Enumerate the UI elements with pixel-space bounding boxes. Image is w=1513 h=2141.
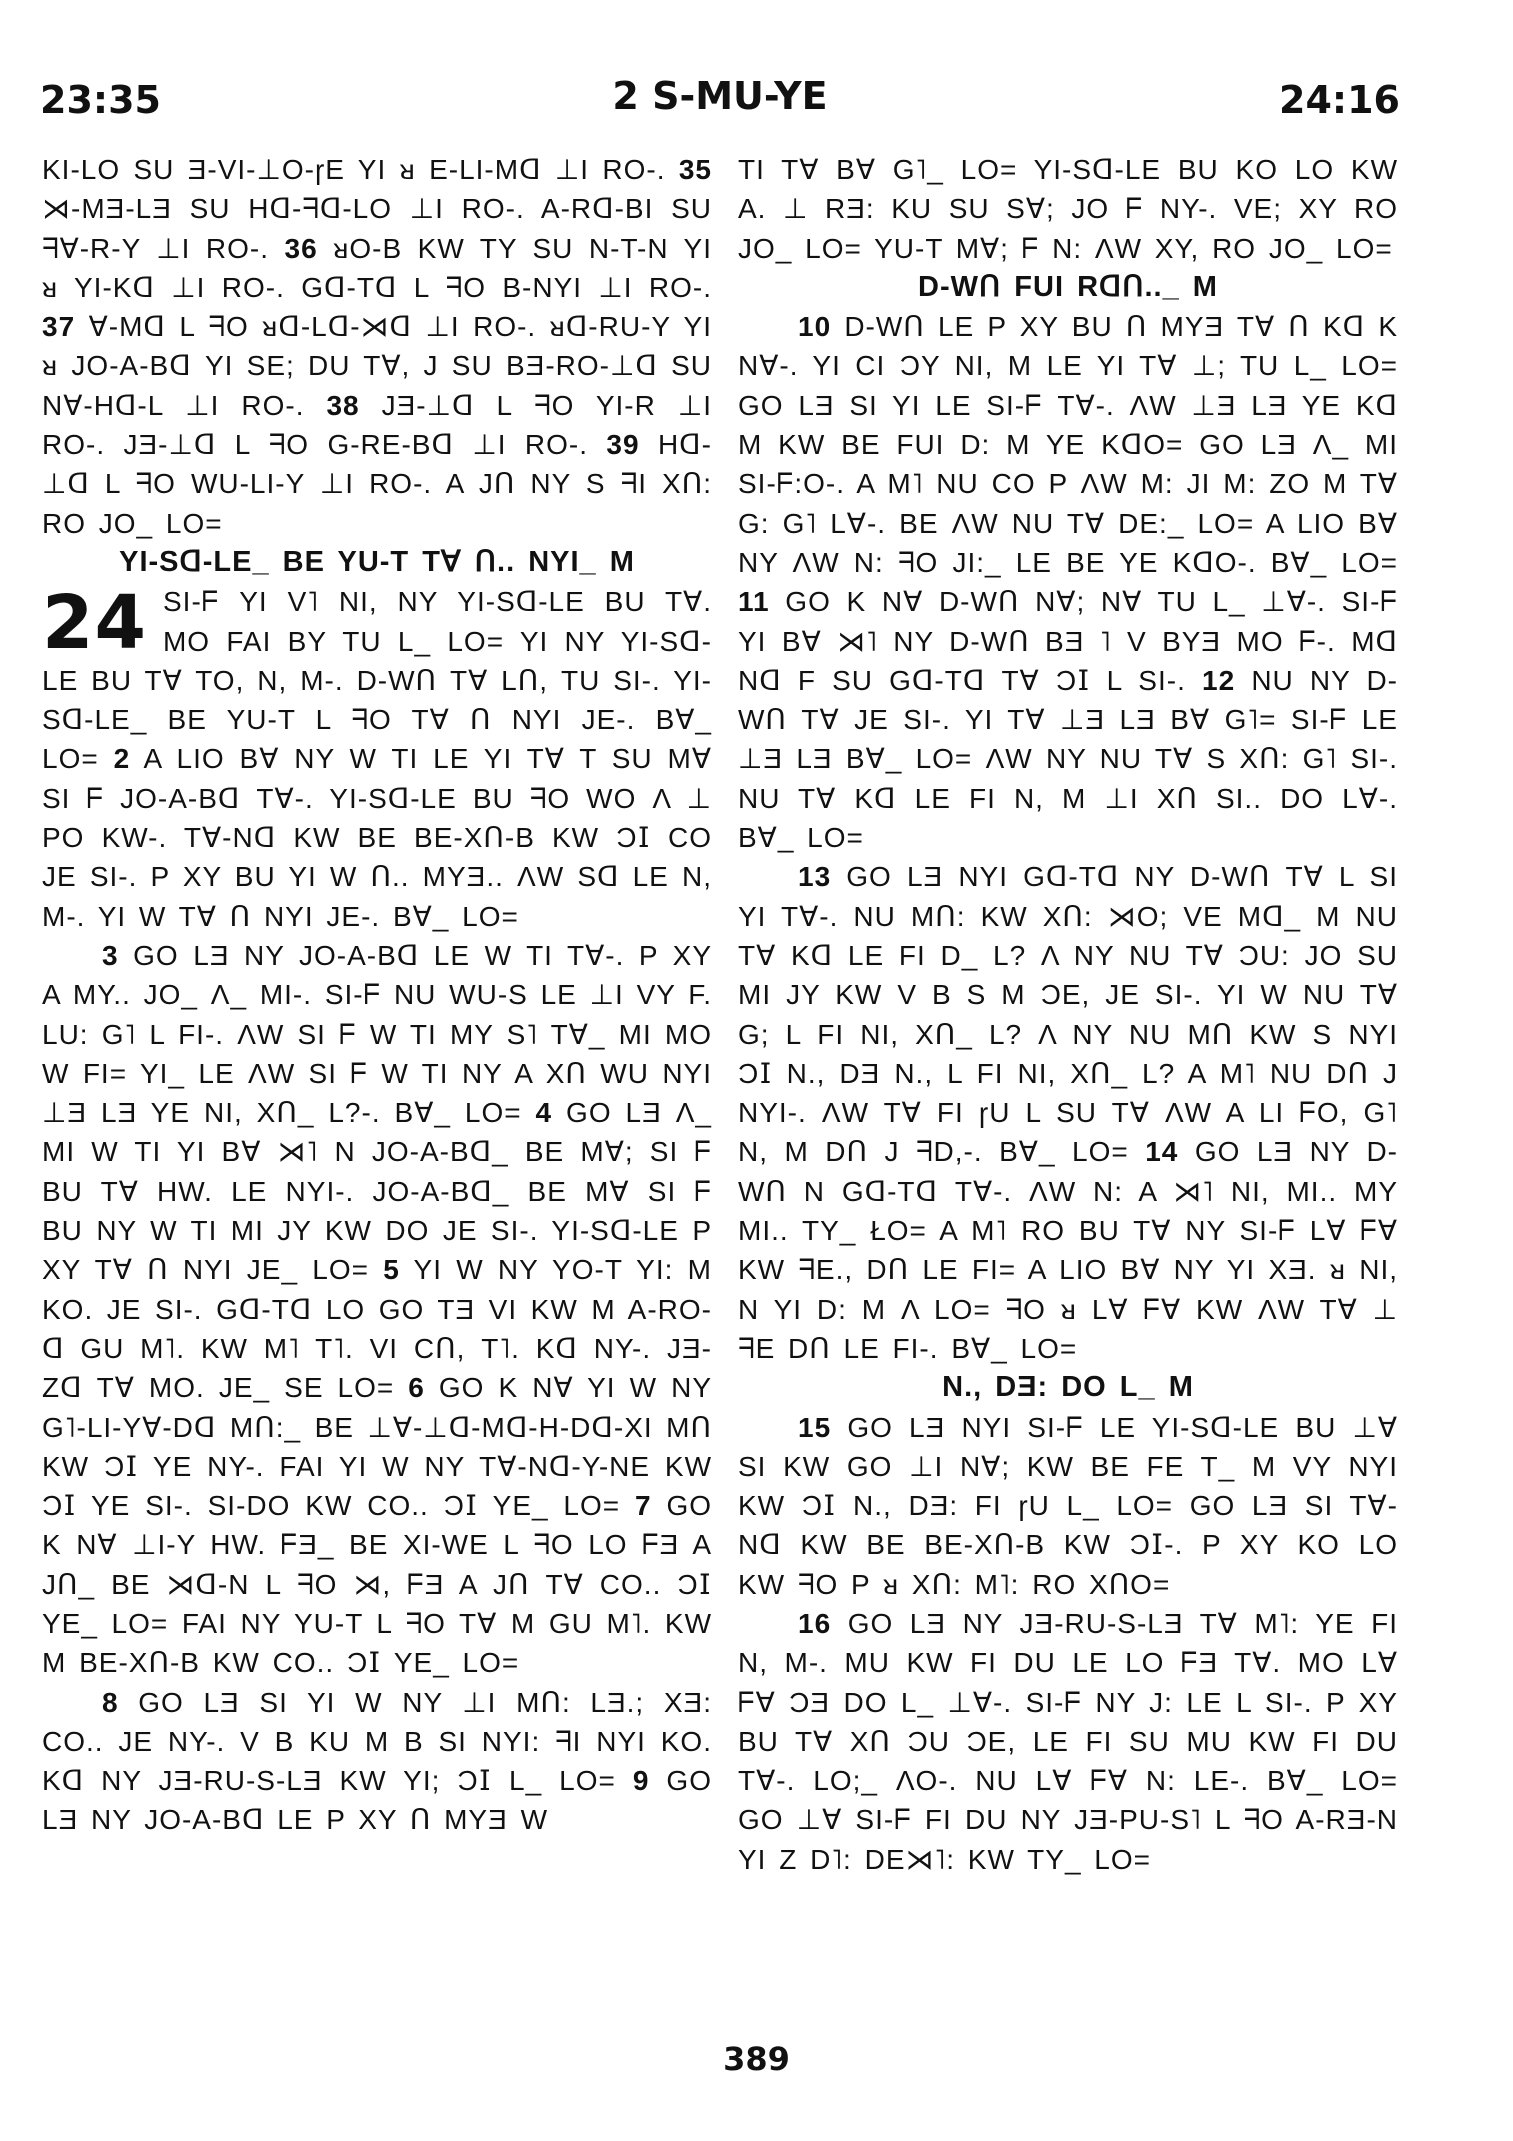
running-header <box>40 74 1400 128</box>
verse-number: 8 <box>102 1686 119 1718</box>
paragraph: TI TⱯ BⱯ G˥_ LO= YI-Sᗡ-LE BU KO LO KW A. ⊥ RƎ: KU SU SⱯ; JO ᖴ NY-. VE; XY RO JO_ LO= YU-T MⱯ; ᖴ N: ΛW XY, RO JO_ LO= <box>738 154 1398 264</box>
section-heading: D-Wᑎ FUI Rᗡᑎ.._ M <box>918 270 1218 303</box>
verse-number: 9 <box>632 1765 650 1797</box>
verse-number: 4 <box>535 1097 553 1129</box>
paragraph: 10 D-Wᑎ LE P XY BU ᑎ MYƎ TⱯ ᑎ Kᗡ K NⱯ-. YI CI ƆY NI, M LE YI TⱯ ⊥; TU L_ LO= GO LƎ SI YI LE SI-ᖴ TⱯ-. ΛW ⊥Ǝ LƎ YE Kᗡ M KW BE FUI D: M YE KᗡO= GO LƎ Λ_ MI SI-ᖴ:O-. A M˥ NU CO P ΛW M: JI M: ZO M TⱯ G: G˥ LⱯ-. BE ΛW NU TⱯ DE:_ LO= A LIO BⱯ NY ΛW N: ᖷO JI:_ LE BE YE KᗡO-. BⱯ_ LO= 11 GO K NⱯ D-Wᑎ NⱯ; NⱯ TU L_ ⊥Ɐ-. SI-ᖴ YI BⱯ ⋊˥ NY D-Wᑎ BƎ ˥ V BYƎ MO ᖴ-. Mᗡ Nᗡ F SU Gᗡ-Tᗡ TⱯ Ɔ𝖨 L SI-. 12 NU NY D-Wᑎ TⱯ JE SI-. YI TⱯ ⊥Ǝ LƎ BⱯ G˥= SI-ᖴ LE ⊥Ǝ LƎ BⱯ_ LO= ΛW NY NU TⱯ S Xᑎ: G˥ SI-. NU TⱯ Kᗡ LE FI N, M ⊥I Xᑎ SI.. DO LⱯ-. BⱯ_ LO= <box>738 311 1398 854</box>
verse-number: 5 <box>383 1254 400 1286</box>
section-heading: N., DƎ: DO L_ M <box>942 1371 1194 1404</box>
header-book-title: 2 S-MU-YE <box>612 74 828 118</box>
verse-number: 36 <box>284 232 318 264</box>
verse-number: 2 <box>113 743 131 775</box>
verse-number: 16 <box>798 1607 832 1639</box>
verse-number: 12 <box>1202 664 1236 696</box>
page-number: 389 <box>723 2040 790 2078</box>
verse-number: 38 <box>326 389 360 421</box>
verse-number: 15 <box>798 1411 832 1443</box>
paragraph: 3 GO LƎ NY JO-A-Bᗡ LE W TI TⱯ-. P XY A MY.. JO_ Λ_ MI-. SI-ᖴ NU WU-S LE ⊥I VY F. LU: G˥ L FI-. ΛW SI ᖴ W TI MY S˥ TⱯ_ MI MO W FI= YI_ LE ΛW SI ᖴ W TI NY A Xᑎ WU NYI ⊥Ǝ LƎ YE NI, Xᑎ_ L?-. BⱯ_ LO= 4 GO LƎ Λ_ MI W TI YI BⱯ ⋊˥ N JO-A-Bᗡ_ BE MⱯ; SI ᖴ BU TⱯ HW. LE NYI-. JO-A-Bᗡ_ BE MⱯ SI ᖴ BU NY W TI MI JY KW DO JE SI-. YI-Sᗡ-LE P XY TⱯ ᑎ NYI JE_ LO= 5 YI W NY YO-T YI: M KO. JE SI-. Gᗡ-Tᗡ LO GO TƎ VI KW M A-RO-ᗡ GU M˥. KW M˥ T˥. VI Cᑎ, T˥. Kᗡ NY-. JƎ-Zᗡ TⱯ MO. JE_ SE LO= 6 GO K NⱯ YI W NY G˥-LI-YⱯ-Dᗡ Mᑎ:_ BE ⊥Ɐ-⊥ᗡ-Mᗡ-H-Dᗡ-XI Mᑎ KW Ɔ𝖨 YE NY-. FAI YI W NY TⱯ-Nᗡ-Y-NE KW Ɔ𝖨 YE SI-. SI-DO KW CO.. Ɔ𝖨 YE_ LO= 7 GO K NⱯ ⊥I-Y HW. ᖴƎ_ BE XI-WE L ᖷO LO ᖴƎ A Jᑎ_ BE ⋊ᗡ-N L ᖷO ⋊, ᖴƎ A Jᑎ TⱯ CO.. Ɔ𝖨 YE_ LO= FAI NY YU-T L ᖷO TⱯ M GU M˥. KW M BE-Xᑎ-B KW CO.. Ɔ𝖨 YE_ LO= <box>42 939 712 1679</box>
header-verse-range-start: 23:35 <box>40 78 161 122</box>
paragraph: 8 GO LƎ SI YI W NY ⊥I Mᑎ: LƎ.; XƎ: CO.. JE NY-. V B KU M B SI NYI: ᖷI NYI KO. Kᗡ NY JƎ-RU-S-LƎ KW YI; Ɔ𝖨 L_ LO= 9 GO LƎ NY JO-A-Bᗡ LE P XY ᑎ MYƎ W <box>42 1686 712 1836</box>
verse-number: 35 <box>678 154 712 185</box>
verse-number: 7 <box>635 1490 652 1522</box>
verse-number: 10 <box>798 311 832 343</box>
paragraph: KI-LO SU Ǝ-VI-⊥O-ɼE YI ᴚ E-LI-Mᗡ ⊥I RO-. 35 ⋊-MƎ-LƎ SU Hᗡ-ᖷᗡ-LO ⊥I RO-. A-Rᗡ-BI SU ᖷⱯ-R-Y ⊥I RO-. 36 ᴚO-B KW TY SU N-T-N YI ᴚ YI-Kᗡ ⊥I RO-. Gᗡ-Tᗡ L ᖷO B-NYI ⊥I RO-. 37 Ɐ-Mᗡ L ᖷO ᴚᗡ-Lᗡ-⋊ᗡ ⊥I RO-. ᴚᗡ-RU-Y YI ᴚ JO-A-Bᗡ YI SE; DU TⱯ, J SU BƎ-RO-⊥ᗡ SU NⱯ-Hᗡ-L ⊥I RO-. 38 JƎ-⊥ᗡ L ᖷO YI-R ⊥I RO-. JƎ-⊥ᗡ L ᖷO G-RE-Bᗡ ⊥I RO-. 39 Hᗡ-⊥ᗡ L ᖷO WU-LI-Y ⊥I RO-. A Jᑎ NY S ᖷI Xᑎ: RO JO_ LO= <box>42 154 712 539</box>
verse-number: 3 <box>102 939 119 971</box>
verse-number: 6 <box>408 1372 425 1404</box>
verse-number: 39 <box>606 429 640 461</box>
verse-number: 13 <box>798 861 832 893</box>
paragraph: 13 GO LƎ NYI Gᗡ-Tᗡ NY D-Wᑎ TⱯ L SI YI TⱯ-. NU Mᑎ: KW Xᑎ: ⋊O; VE Mᗡ_ M NU TⱯ Kᗡ LE FI D_ L? Λ NY NU TⱯ ƆU: JO SU MI JY KW V B S M ƆE, JE SI-. YI W NU TⱯ G; L FI NI, Xᑎ_ L? Λ NY NU Mᑎ KW S NYI Ɔ𝖨 N., DƎ N., L FI NI, Xᑎ_ L? A M˥ NU Dᑎ J NYI-. ΛW TⱯ FI ɼU L SU TⱯ ΛW A LI ᖴO, G˥ N, M Dᑎ J ᖷD,-. BⱯ_ LO= 14 GO LƎ NY D-Wᑎ N Gᗡ-Tᗡ TⱯ-. ΛW N: A ⋊˥ NI, MI.. MY MI.. TY_ ŁO= A M˥ RO BU TⱯ NY SI-ᖴ LⱯ ᖴⱯ KW ᖷE., Dᑎ LE FI= A LIO BⱯ NY YI XƎ. ᴚ NI, N YI D: M Λ LO= ᖷO ᴚ LⱯ ᖴⱯ KW ΛW TⱯ ⊥ ᖷE Dᑎ LE FI-. BⱯ_ LO= <box>738 861 1399 1364</box>
header-verse-range-end: 24:16 <box>1279 78 1400 122</box>
right-column <box>738 150 1398 1879</box>
chapter-number: 24 <box>42 580 147 667</box>
left-column <box>42 150 712 1840</box>
verse-number: 37 <box>42 311 76 343</box>
verse-number: 14 <box>1145 1136 1179 1168</box>
paragraph: 16 GO LƎ NY JƎ-RU-S-LƎ TⱯ M˥: YE FI N, M-. MU KW FI DU LE LO ᖴƎ TⱯ. MO LⱯ ᖴⱯ ƆƎ DO L_ ⊥Ɐ-. SI-ᖴ NY J: LE L SI-. P XY BU TⱯ Xᑎ ƆU ƆE, LE FI SU MU KW FI DU TⱯ-. LO;_ ΛO-. NU LⱯ ᖴⱯ N: LE-. BⱯ_ LO= GO ⊥Ɐ SI-ᖴ FI DU NY JƎ-PU-S˥ L ᖷO A-RƎ-N YI Z D˥: DE⋊˥: KW TY_ LO= <box>738 1607 1398 1875</box>
paragraph: 24 SI-ᖴ YI V˥ NI, NY YI-Sᗡ-LE BU TⱯ. MO FAI BY TU L_ LO= YI NY YI-Sᗡ-LE BU TⱯ TO, N, M-. D-Wᑎ TⱯ Lᑎ, TU SI-. YI-Sᗡ-LE_ BE YU-T L ᖷO TⱯ ᑎ NYI JE-. BⱯ_ LO= 2 A LIO BⱯ NY W TI LE YI TⱯ T SU MⱯ SI ᖴ JO-A-Bᗡ TⱯ-. YI-Sᗡ-LE BU ᖷO WO Λ ⊥ PO KW-. TⱯ-Nᗡ KW BE BE-Xᑎ-B KW Ɔ𝖨 CO JE SI-. P XY BU YI W ᑎ.. MYƎ.. ΛW Sᗡ LE N, M-. YI W TⱯ ᑎ NYI JE-. BⱯ_ LO= <box>42 580 712 932</box>
verse-number: 11 <box>738 586 770 618</box>
paragraph: 15 GO LƎ NYI SI-ᖴ LE YI-Sᗡ-LE BU ⊥Ɐ SI KW GO ⊥I NⱯ; KW BE FE T_ M VY NYI KW Ɔ𝖨 N., DƎ: FI ɼU L_ LO= GO LƎ SI TⱯ-Nᗡ KW BE BE-Xᑎ-B KW Ɔ𝖨-. P XY KO LO KW ᖷO P ᴚ Xᑎ: M˥: RO XᑎO= <box>738 1411 1398 1600</box>
section-heading: YI-Sᗡ-LE_ BE YU-T TⱯ ᑎ.. NYI_ M <box>119 545 635 578</box>
